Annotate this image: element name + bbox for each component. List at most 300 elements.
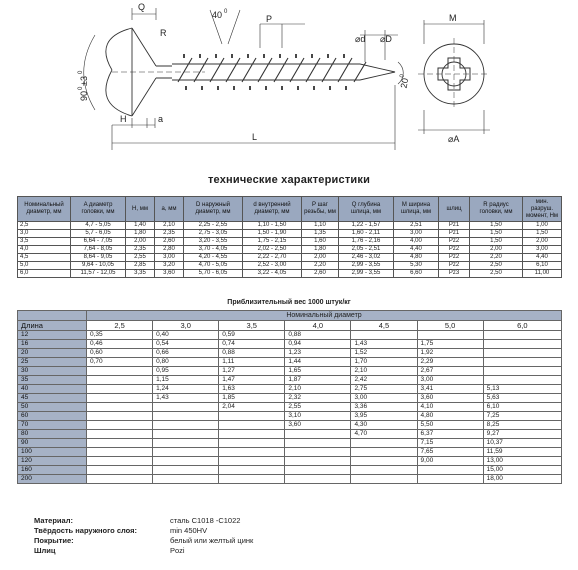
weight-value-cell: 1,44 — [285, 358, 351, 367]
weight-value-cell: 0,88 — [285, 331, 351, 340]
spec-cell: 5,70 - 6,05 — [184, 270, 243, 278]
spec-header-cell: Q глубина шлица, мм — [339, 197, 394, 222]
weight-length-cell: 16 — [18, 340, 87, 349]
spec-cell: 5,7 - 6,05 — [71, 230, 126, 238]
weight-value-cell: 4,80 — [417, 412, 483, 421]
property-key: Материал: — [34, 516, 73, 525]
weight-value-cell — [351, 457, 417, 466]
spec-row — [18, 230, 562, 238]
spec-row — [18, 238, 562, 246]
weight-value-cell: 1,11 — [219, 358, 285, 367]
weight-value-cell — [87, 367, 153, 376]
weight-value-cell — [219, 412, 285, 421]
weight-length-cell: 20 — [18, 349, 87, 358]
spec-cell: 6,60 — [394, 270, 439, 278]
spec-cell: 1,00 — [523, 222, 562, 230]
weight-value-cell: 0,74 — [219, 340, 285, 349]
weight-length-cell: 70 — [18, 421, 87, 430]
spec-cell: 1,50 — [523, 230, 562, 238]
weight-length-cell: 120 — [18, 457, 87, 466]
weight-length-cell: 200 — [18, 475, 87, 484]
weight-value-cell: 1,43 — [153, 394, 219, 403]
weight-value-cell — [87, 412, 153, 421]
weight-value-cell: 1,15 — [153, 376, 219, 385]
weight-value-cell: 11,59 — [483, 448, 561, 457]
weight-value-cell — [351, 448, 417, 457]
label-angle40-deg: 0 — [224, 9, 228, 15]
weight-table — [17, 310, 562, 484]
spec-cell: 2,20 — [302, 262, 339, 270]
label-q: Q — [138, 2, 146, 12]
label-p: P — [266, 14, 273, 24]
weight-value-cell — [87, 403, 153, 412]
weight-value-cell — [285, 466, 351, 475]
spec-cell: Pz1 — [439, 230, 470, 238]
weight-value-cell: 7,65 — [417, 448, 483, 457]
weight-value-cell: 1,87 — [285, 376, 351, 385]
weight-value-cell — [153, 439, 219, 448]
weight-value-cell — [219, 448, 285, 457]
spec-cell: Pz1 — [439, 222, 470, 230]
spec-cell: 4,70 - 5,05 — [184, 262, 243, 270]
spec-cell: 6,10 — [523, 262, 562, 270]
weight-value-cell: 9,27 — [483, 430, 561, 439]
spec-table — [17, 196, 562, 278]
screw-technical-drawing — [0, 0, 578, 170]
weight-value-cell — [285, 475, 351, 484]
label-angle40: 40 — [212, 10, 223, 20]
weight-value-cell: 3,36 — [351, 403, 417, 412]
spec-cell: 7,64 - 8,05 — [71, 246, 126, 254]
weight-value-cell — [153, 448, 219, 457]
weight-value-cell — [153, 421, 219, 430]
label-r: R — [160, 28, 167, 38]
spec-cell: 2,35 — [155, 230, 184, 238]
spec-cell: 5,0 — [18, 262, 71, 270]
spec-cell: 2,50 — [470, 262, 523, 270]
weight-length-cell: 60 — [18, 412, 87, 421]
weight-length-cell: 160 — [18, 466, 87, 475]
weight-value-cell: 0,94 — [285, 340, 351, 349]
spec-cell: 3,20 — [155, 262, 184, 270]
weight-value-cell — [285, 430, 351, 439]
weight-value-cell: 7,25 — [483, 412, 561, 421]
weight-value-cell: 6,37 — [417, 430, 483, 439]
weight-value-cell: 0,46 — [87, 340, 153, 349]
label-angle90-tol: ±3 — [79, 76, 89, 86]
weight-value-cell: 2,67 — [417, 367, 483, 376]
spec-cell: 11,00 — [523, 270, 562, 278]
weight-value-cell: 8,25 — [483, 421, 561, 430]
weight-length-cell: 80 — [18, 430, 87, 439]
spec-cell: 2,46 - 3,02 — [339, 254, 394, 262]
spec-cell: 5,30 — [394, 262, 439, 270]
weight-row — [18, 430, 562, 439]
weight-value-cell: 3,60 — [285, 421, 351, 430]
label-angle20: 20 — [398, 77, 411, 89]
label-angle90-deg: 0 — [78, 86, 84, 90]
spec-header-cell: A диаметр головки, мм — [71, 197, 126, 222]
weight-value-cell — [87, 439, 153, 448]
spec-cell: 1,40 — [126, 222, 155, 230]
spec-cell: 1,50 - 1,90 — [243, 230, 302, 238]
weight-value-cell — [87, 430, 153, 439]
weight-row — [18, 349, 562, 358]
weight-value-cell: 5,13 — [483, 385, 561, 394]
spec-cell: 3,20 - 3,55 — [184, 238, 243, 246]
weight-value-cell: 2,29 — [417, 358, 483, 367]
weight-value-cell: 10,37 — [483, 439, 561, 448]
label-m: M — [449, 13, 457, 23]
spec-cell: 3,22 - 4,05 — [243, 270, 302, 278]
weight-value-cell — [483, 367, 561, 376]
weight-value-cell — [87, 475, 153, 484]
spec-cell: 8,64 - 9,05 — [71, 254, 126, 262]
weight-row — [18, 340, 562, 349]
weight-row — [18, 412, 562, 421]
weight-header-blank — [18, 311, 87, 321]
weight-value-cell — [483, 349, 561, 358]
spec-cell: 1,60 - 2,11 — [339, 230, 394, 238]
weight-value-cell — [219, 475, 285, 484]
weight-value-cell — [219, 439, 285, 448]
weight-length-cell: 30 — [18, 367, 87, 376]
spec-cell: 1,60 — [302, 238, 339, 246]
weight-value-cell: 3,00 — [417, 376, 483, 385]
weight-value-cell: 5,63 — [483, 394, 561, 403]
property-value: белый или желтый цинк — [170, 536, 254, 545]
weight-value-cell: 4,70 — [351, 430, 417, 439]
weight-title: Приблизительный вес 1000 штук/кг — [227, 299, 351, 306]
weight-row — [18, 466, 562, 475]
weight-value-cell — [87, 448, 153, 457]
spec-cell: 1,80 — [126, 230, 155, 238]
spec-cell: 2,85 — [126, 262, 155, 270]
label-dia-a: ⌀A — [448, 134, 460, 144]
spec-cell: 1,50 — [470, 238, 523, 246]
spec-cell: 4,7 - 5,05 — [71, 222, 126, 230]
spec-cell: 2,80 — [155, 246, 184, 254]
weight-value-cell — [153, 403, 219, 412]
weight-row — [18, 367, 562, 376]
spec-cell: 3,00 — [155, 254, 184, 262]
weight-value-cell: 18,00 — [483, 475, 561, 484]
weight-value-cell — [153, 457, 219, 466]
spec-cell: 3,70 - 4,05 — [184, 246, 243, 254]
weight-value-cell: 1,43 — [351, 340, 417, 349]
spec-cell: 4,0 — [18, 246, 71, 254]
weight-diameter: 4,5 — [351, 321, 417, 331]
weight-value-cell — [417, 466, 483, 475]
spec-cell: 2,51 — [394, 222, 439, 230]
spec-cell: 2,02 - 2,50 — [243, 246, 302, 254]
weight-value-cell — [87, 385, 153, 394]
weight-value-cell: 4,10 — [417, 403, 483, 412]
weight-value-cell — [219, 466, 285, 475]
spec-cell: 6,64 - 7,05 — [71, 238, 126, 246]
weight-row — [18, 403, 562, 412]
spec-header-cell: a, мм — [155, 197, 184, 222]
weight-value-cell: 2,04 — [219, 403, 285, 412]
weight-diameter: 4,0 — [285, 321, 351, 331]
weight-value-cell: 7,15 — [417, 439, 483, 448]
spec-cell: 1,10 — [302, 222, 339, 230]
spec-cell: 2,00 — [470, 246, 523, 254]
weight-value-cell: 0,80 — [153, 358, 219, 367]
weight-value-cell: 0,40 — [153, 331, 219, 340]
spec-cell: 4,80 — [394, 254, 439, 262]
label-d-small: ⌀d — [355, 34, 366, 44]
spec-cell: 2,22 - 2,70 — [243, 254, 302, 262]
weight-value-cell: 0,70 — [87, 358, 153, 367]
weight-value-cell: 1,65 — [285, 367, 351, 376]
weight-value-cell: 1,47 — [219, 376, 285, 385]
spec-header-cell: P шаг резьбы, мм — [302, 197, 339, 222]
weight-value-cell: 2,10 — [351, 367, 417, 376]
weight-value-cell — [153, 430, 219, 439]
weight-value-cell — [417, 475, 483, 484]
weight-value-cell: 5,50 — [417, 421, 483, 430]
weight-value-cell — [153, 466, 219, 475]
weight-value-cell — [483, 376, 561, 385]
spec-header-cell: R радиус головки, мм — [470, 197, 523, 222]
weight-row — [18, 394, 562, 403]
weight-value-cell: 0,95 — [153, 367, 219, 376]
weight-value-cell — [351, 439, 417, 448]
spec-cell: 2,00 — [302, 254, 339, 262]
spec-row — [18, 262, 562, 270]
weight-value-cell — [219, 457, 285, 466]
spec-row — [18, 270, 562, 278]
weight-value-cell: 2,75 — [351, 385, 417, 394]
spec-cell: 1,50 — [470, 230, 523, 238]
weight-value-cell: 3,95 — [351, 412, 417, 421]
spec-cell: 3,5 — [18, 238, 71, 246]
spec-header-cell: H, мм — [126, 197, 155, 222]
spec-cell: 2,20 — [470, 254, 523, 262]
weight-value-cell — [87, 466, 153, 475]
weight-value-cell: 1,52 — [351, 349, 417, 358]
weight-value-cell: 1,92 — [417, 349, 483, 358]
weight-value-cell: 4,30 — [351, 421, 417, 430]
spec-cell: 1,50 — [470, 222, 523, 230]
spec-cell: Pz2 — [439, 262, 470, 270]
weight-value-cell: 6,10 — [483, 403, 561, 412]
weight-value-cell — [219, 421, 285, 430]
spec-cell: 2,99 - 3,55 — [339, 262, 394, 270]
weight-row — [18, 376, 562, 385]
weight-value-cell — [87, 376, 153, 385]
weight-value-cell: 1,70 — [351, 358, 417, 367]
property-key: Твёрдость наружного слоя: — [34, 526, 138, 535]
spec-title: технические характеристики — [207, 174, 371, 186]
weight-value-cell: 1,85 — [219, 394, 285, 403]
weight-row — [18, 439, 562, 448]
weight-nominal-label: Номинальный диаметр — [87, 311, 562, 321]
weight-length-cell: 45 — [18, 394, 87, 403]
spec-cell: 2,10 — [155, 222, 184, 230]
spec-cell: 3,0 — [18, 230, 71, 238]
weight-value-cell — [153, 412, 219, 421]
spec-header-cell: мин. разруш. момент, Нм — [523, 197, 562, 222]
spec-cell: 11,57 - 12,05 — [71, 270, 126, 278]
properties-list — [34, 516, 253, 556]
label-h: H — [120, 114, 127, 124]
weight-value-cell: 0,66 — [153, 349, 219, 358]
spec-cell: 2,00 — [523, 238, 562, 246]
weight-value-cell: 0,54 — [153, 340, 219, 349]
spec-cell: 2,60 — [155, 238, 184, 246]
weight-value-cell: 3,10 — [285, 412, 351, 421]
spec-cell: 4,5 — [18, 254, 71, 262]
weight-value-cell — [417, 331, 483, 340]
weight-row — [18, 358, 562, 367]
spec-cell: 3,60 — [155, 270, 184, 278]
weight-diameter-row — [18, 321, 562, 331]
weight-length-label: Длина — [18, 321, 87, 331]
weight-value-cell: 1,75 — [417, 340, 483, 349]
weight-row — [18, 385, 562, 394]
weight-row — [18, 457, 562, 466]
label-d-big: ⌀D — [380, 34, 392, 44]
spec-cell: 1,80 — [302, 246, 339, 254]
weight-value-cell: 2,10 — [285, 385, 351, 394]
property-row — [34, 516, 253, 526]
weight-length-cell: 35 — [18, 376, 87, 385]
spec-cell: Pz2 — [439, 246, 470, 254]
label-angle90-tol-deg: 0 — [78, 70, 84, 74]
property-value: Pozi — [170, 546, 185, 555]
weight-value-cell: 0,35 — [87, 331, 153, 340]
weight-value-cell — [153, 475, 219, 484]
property-row — [34, 546, 253, 556]
spec-cell: 1,76 - 2,16 — [339, 238, 394, 246]
label-l: L — [252, 132, 258, 142]
spec-cell: 1,10 - 1,50 — [243, 222, 302, 230]
spec-cell: 3,00 — [523, 246, 562, 254]
weight-diameter: 3,5 — [219, 321, 285, 331]
spec-cell: 1,75 - 2,15 — [243, 238, 302, 246]
weight-value-cell: 9,00 — [417, 457, 483, 466]
weight-diameter: 2,5 — [87, 321, 153, 331]
weight-length-cell: 12 — [18, 331, 87, 340]
spec-cell: 1,22 - 1,57 — [339, 222, 394, 230]
spec-cell: 3,00 — [394, 230, 439, 238]
weight-length-cell: 50 — [18, 403, 87, 412]
weight-value-cell: 3,60 — [417, 394, 483, 403]
spec-cell: 3,35 — [126, 270, 155, 278]
spec-header-cell: Номинальный диаметр, мм — [18, 197, 71, 222]
weight-value-cell: 1,24 — [153, 385, 219, 394]
weight-length-cell: 90 — [18, 439, 87, 448]
weight-row — [18, 475, 562, 484]
spec-cell: 6,0 — [18, 270, 71, 278]
weight-value-cell — [483, 340, 561, 349]
spec-cell: 1,35 — [302, 230, 339, 238]
spec-row — [18, 246, 562, 254]
spec-row — [18, 222, 562, 230]
weight-header-row — [18, 311, 562, 321]
spec-cell: 2,00 — [126, 238, 155, 246]
weight-value-cell — [351, 475, 417, 484]
weight-row — [18, 421, 562, 430]
weight-value-cell — [351, 466, 417, 475]
property-value: сталь С1018 -С1022 — [170, 516, 241, 525]
weight-value-cell — [285, 439, 351, 448]
spec-header-cell: шлиц — [439, 197, 470, 222]
weight-value-cell: 3,00 — [351, 394, 417, 403]
spec-cell: 4,20 - 4,55 — [184, 254, 243, 262]
weight-value-cell: 1,63 — [219, 385, 285, 394]
label-angle90: 90 — [79, 90, 89, 101]
weight-value-cell: 0,88 — [219, 349, 285, 358]
weight-value-cell — [285, 448, 351, 457]
spec-cell: Pz2 — [439, 238, 470, 246]
property-key: Покрытие: — [34, 536, 74, 545]
spec-header-row — [18, 197, 562, 222]
weight-value-cell: 2,32 — [285, 394, 351, 403]
spec-cell: 4,00 — [394, 238, 439, 246]
weight-value-cell: 15,00 — [483, 466, 561, 475]
weight-length-cell: 100 — [18, 448, 87, 457]
weight-value-cell — [351, 331, 417, 340]
weight-value-cell: 0,59 — [219, 331, 285, 340]
spec-cell: 2,35 — [126, 246, 155, 254]
spec-cell: 2,60 — [302, 270, 339, 278]
spec-header-cell: d внутренний диаметр, мм — [243, 197, 302, 222]
property-value: min 450HV — [170, 526, 208, 535]
spec-cell: 2,55 — [126, 254, 155, 262]
property-row — [34, 526, 253, 536]
spec-cell: 2,52 - 3,00 — [243, 262, 302, 270]
spec-cell: 4,40 — [394, 246, 439, 254]
spec-cell: 2,5 — [18, 222, 71, 230]
spec-header-cell: M ширина шлица, мм — [394, 197, 439, 222]
weight-value-cell — [87, 457, 153, 466]
weight-value-cell — [219, 430, 285, 439]
weight-row — [18, 448, 562, 457]
weight-value-cell: 0,60 — [87, 349, 153, 358]
weight-value-cell — [483, 331, 561, 340]
spec-cell: 2,99 - 3,55 — [339, 270, 394, 278]
weight-value-cell: 2,42 — [351, 376, 417, 385]
weight-value-cell: 2,55 — [285, 403, 351, 412]
weight-diameter: 6,0 — [483, 321, 561, 331]
weight-value-cell: 13,00 — [483, 457, 561, 466]
property-row — [34, 536, 253, 546]
weight-row — [18, 331, 562, 340]
weight-value-cell — [87, 394, 153, 403]
weight-diameter: 3,0 — [153, 321, 219, 331]
weight-diameter: 5,0 — [417, 321, 483, 331]
spec-cell: 9,64 - 10,05 — [71, 262, 126, 270]
spec-row — [18, 254, 562, 262]
spec-cell: Pz3 — [439, 270, 470, 278]
weight-value-cell: 1,27 — [219, 367, 285, 376]
spec-header-cell: D наружный диаметр, мм — [184, 197, 243, 222]
label-a: a — [158, 114, 164, 124]
weight-value-cell: 1,23 — [285, 349, 351, 358]
spec-cell: 2,50 — [470, 270, 523, 278]
property-key: Шлиц — [34, 546, 56, 555]
weight-value-cell — [87, 421, 153, 430]
spec-cell: 2,75 - 3,05 — [184, 230, 243, 238]
weight-value-cell — [285, 457, 351, 466]
spec-cell: 2,05 - 2,51 — [339, 246, 394, 254]
spec-cell: Pz2 — [439, 254, 470, 262]
weight-value-cell: 3,41 — [417, 385, 483, 394]
spec-cell: 4,40 — [523, 254, 562, 262]
